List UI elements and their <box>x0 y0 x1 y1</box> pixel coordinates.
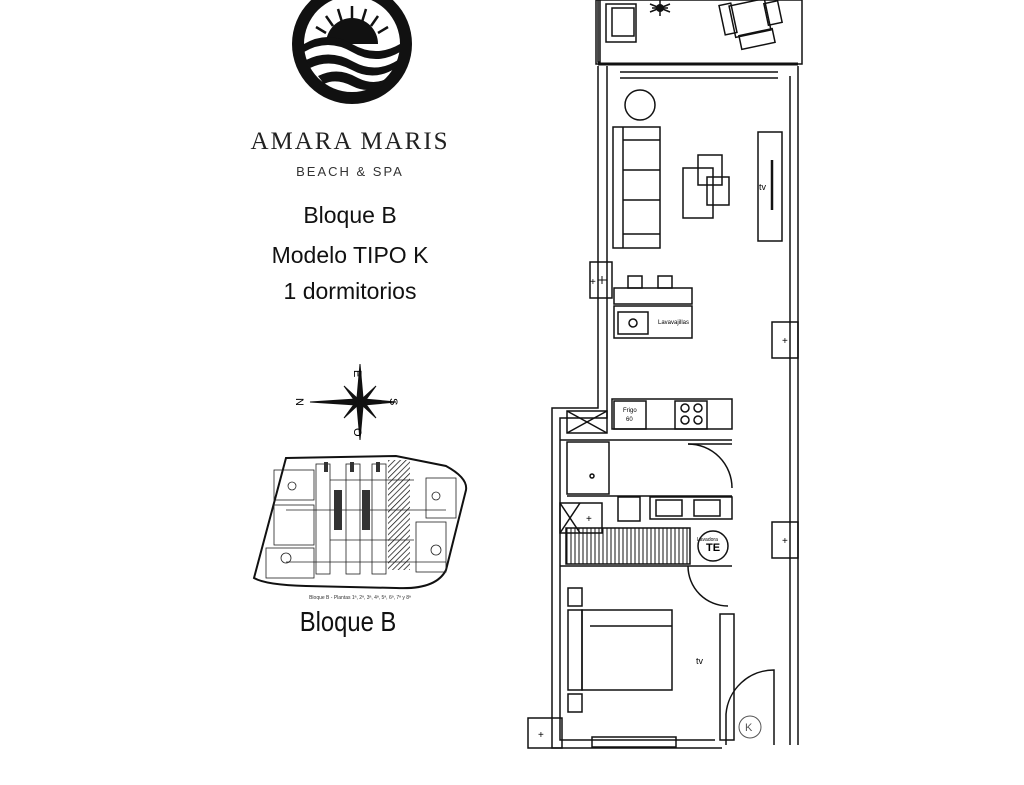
floor-plan <box>510 0 810 785</box>
washer-label: Lavadora <box>697 537 718 543</box>
shaft-plus: + <box>586 514 592 525</box>
compass-west: O <box>351 428 363 437</box>
column-plus: + <box>590 277 596 288</box>
block-title: Bloque B <box>303 202 397 228</box>
dishwasher-label: Lavavajillas <box>658 320 690 326</box>
unit-marker: K <box>745 722 753 734</box>
model-title: Modelo TIPO K <box>271 242 429 268</box>
compass-south: S <box>387 398 399 406</box>
plant-icon <box>650 0 670 16</box>
site-plan <box>246 450 472 595</box>
site-plan-caption: Bloque B - Plantas 1ª, 2ª, 3ª, 4ª, 5ª, 6ª, 7ª y 8ª <box>309 595 411 601</box>
column-plus-4: + <box>538 730 544 741</box>
fridge-label: Frigo 60 <box>623 408 637 423</box>
bedrooms-title: 1 dormitorios <box>283 278 417 304</box>
brand-logo <box>268 0 436 110</box>
water-heater-label: TE <box>706 542 721 554</box>
compass-east: E <box>351 370 363 378</box>
compass-north: N <box>293 398 305 406</box>
tv-label-living: tv <box>759 182 767 192</box>
brand-subtitle: BEACH & SPA <box>296 164 404 179</box>
tv-label-bedroom: tv <box>696 656 704 666</box>
compass-rose <box>292 360 412 442</box>
brand-name: AMARA MARIS <box>250 128 450 155</box>
column-plus-3: + <box>782 536 788 547</box>
site-plan-label: Bloque B <box>299 606 397 637</box>
column-plus-2: + <box>782 336 788 347</box>
